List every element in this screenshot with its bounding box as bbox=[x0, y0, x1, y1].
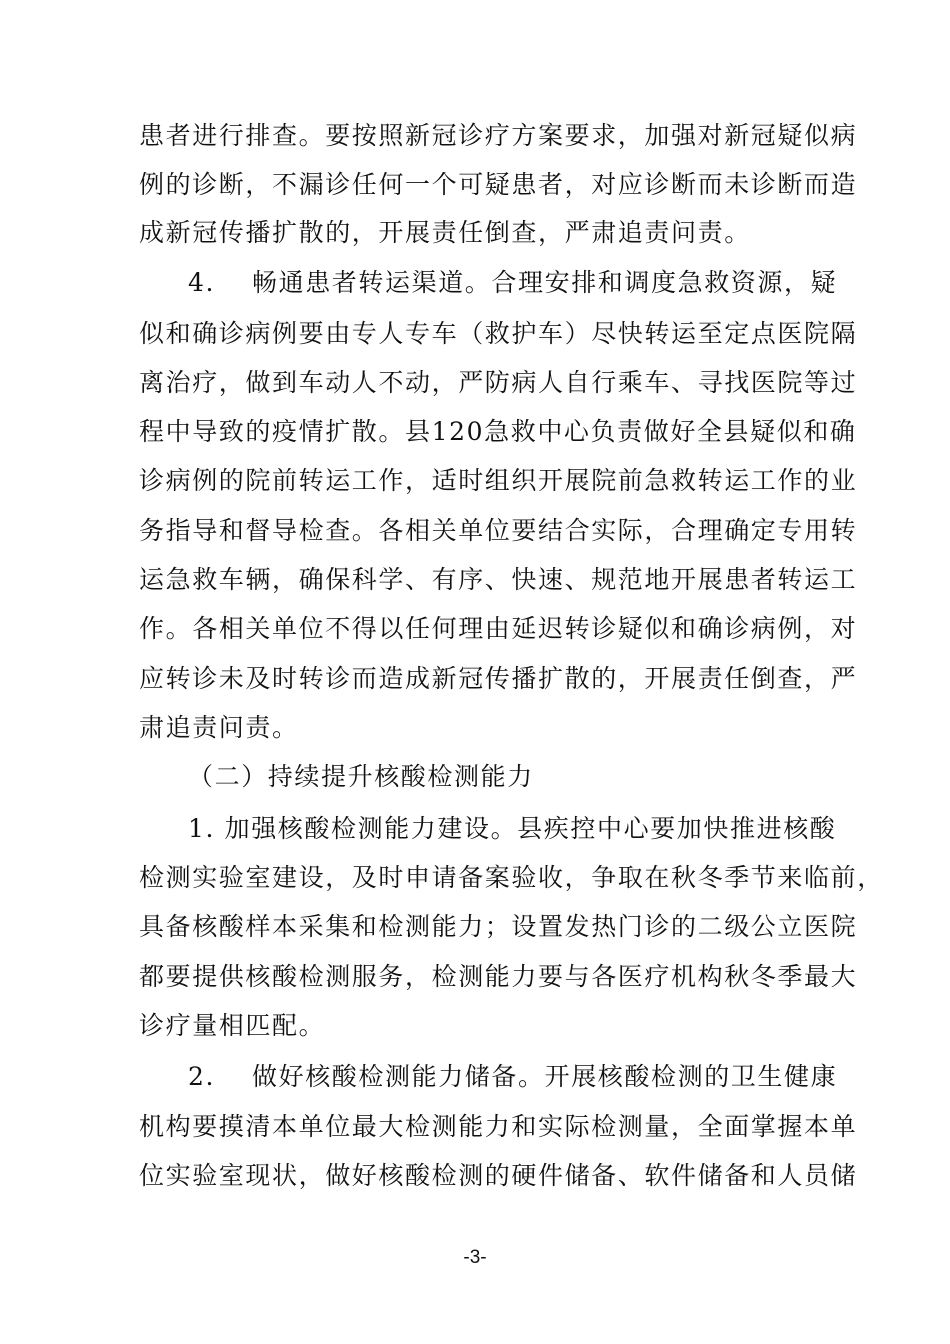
body-line: 做好核酸检测能力储备。开展核酸检测的卫生健康 bbox=[252, 1062, 838, 1091]
body-line: 应转诊未及时转诊而造成新冠传播扩散的，开展责任倒查，严 bbox=[139, 664, 858, 693]
body-line: 务指导和督导检查。各相关单位要结合实际，合理确定专用转 bbox=[139, 516, 858, 545]
body-line: 畅通患者转运渠道。合理安排和调度急救资源，疑 bbox=[252, 268, 838, 297]
body-line: 作。各相关单位不得以任何理由延迟转诊疑似和确诊病例，对 bbox=[139, 614, 858, 643]
item-number: 2. bbox=[188, 1062, 216, 1091]
numbered-item-heading bbox=[188, 266, 837, 300]
body-line: 成新冠传播扩散的，开展责任倒查，严肃追责问责。 bbox=[139, 218, 751, 247]
body-line: 例的诊断，不漏诊任何一个可疑患者，对应诊断而未诊断而造 bbox=[139, 170, 858, 199]
body-line: 都要提供核酸检测服务，检测能力要与各医疗机构秋冬季最大 bbox=[139, 962, 858, 991]
body-line: 诊病例的院前转运工作，适时组织开展院前急救转运工作的业 bbox=[139, 466, 858, 495]
body-line: 离治疗，做到车动人不动，严防病人自行乘车、寻找医院等过 bbox=[139, 368, 858, 397]
body-line: 具备核酸样本采集和检测能力；设置发热门诊的二级公立医院 bbox=[139, 912, 858, 941]
body-line: 检测实验室建设，及时申请备案验收，争取在秋冬季节来临前， bbox=[139, 863, 884, 892]
body-line: 诊疗量相匹配。 bbox=[139, 1011, 326, 1040]
item-number: 4. bbox=[188, 268, 216, 297]
body-line: 患者进行排查。要按照新冠诊疗方案要求，加强对新冠疑似病 bbox=[139, 121, 858, 150]
section-heading: （二）持续提升核酸检测能力 bbox=[188, 762, 534, 791]
body-line: 机构要摸清本单位最大检测能力和实际检测量，全面掌握本单 bbox=[139, 1112, 858, 1141]
page-number: -3- bbox=[463, 1247, 487, 1268]
numbered-item-heading: 1. 加强核酸检测能力建设。县疾控中心要加快推进核酸 bbox=[188, 814, 837, 843]
body-line: 肃追责问责。 bbox=[139, 713, 299, 742]
body-line: 程中导致的疫情扩散。县120急救中心负责做好全县疑似和确 bbox=[139, 417, 857, 446]
body-line: 似和确诊病例要由专人专车（救护车）尽快转运至定点医院隔 bbox=[139, 319, 858, 348]
body-line: 运急救车辆，确保科学、有序、快速、规范地开展患者转运工 bbox=[139, 565, 858, 594]
body-line: 位实验室现状，做好核酸检测的硬件储备、软件储备和人员储 bbox=[139, 1161, 858, 1190]
numbered-item-heading bbox=[188, 1060, 837, 1094]
